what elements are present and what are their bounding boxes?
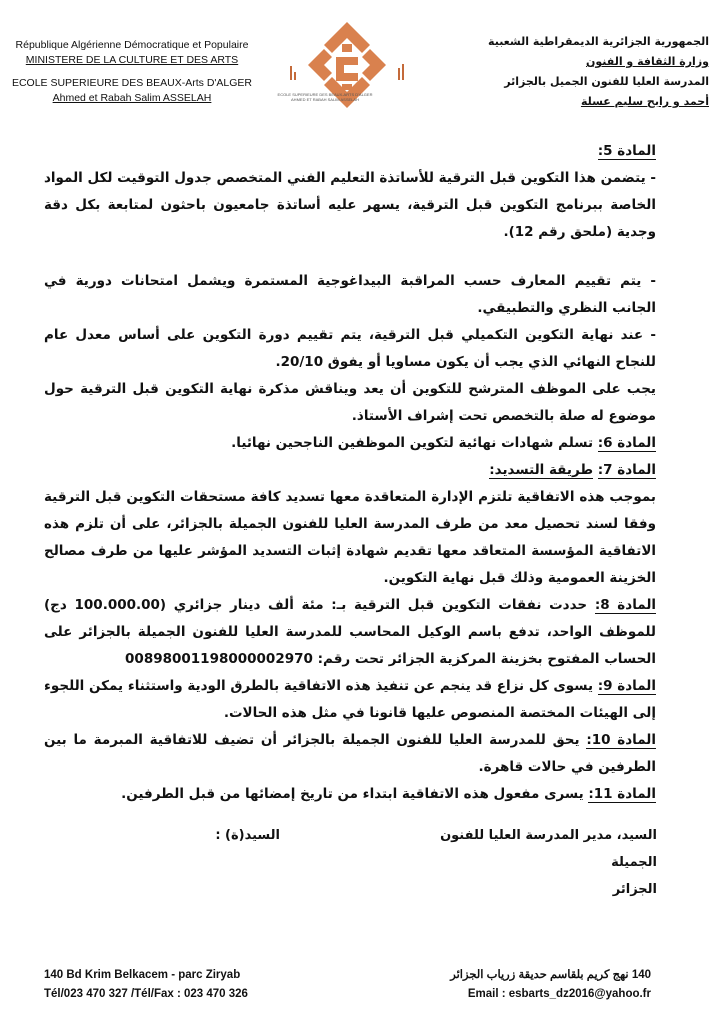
article-9-text: يسوى كل نزاع قد ينجم عن تنفيذ هذه الاتفاقية بالطرق الودية واستثناء يمكن اللجوء إلى الهيئات المختصة المنصوص عليها قانونا في مثل هذه الحالات.: [44, 678, 656, 721]
signature-director: [397, 822, 657, 903]
article-5-paragraph-2: - يتم تقييم المعارف حسب المراقبة البيداغوجية المستمرة ويشمل امتحانات دورية في الجانب النظري والتطبيقي.: [44, 273, 656, 316]
header-right: [454, 32, 709, 112]
school-subtitle-fr: Ahmed et Rabah Salim ASSELAH: [52, 92, 212, 104]
ministry-name-ar: وزارة الثقافة و الفنون: [586, 55, 709, 68]
footer-email: Email : esbarts_dz2016@yahoo.fr: [467, 988, 651, 1000]
footer-address-fr: 140 Bd Krim Belkacem - parc Ziryab: [44, 969, 241, 981]
article-5-paragraph-4: يجب على الموظف المترشح للتكوين أن يعد ويناقش مذكرة نهاية التكوين قبل الترقية حول موضوع له صلة بالتخصص تحت إشراف الأستاذ.: [44, 381, 656, 424]
article-9-title: المادة 9:: [597, 678, 656, 694]
article-5: [44, 138, 656, 165]
footer-left: [44, 966, 248, 1004]
signature-other-party: [150, 822, 280, 849]
republic-name-ar: الجمهورية الجزائرية الديمقراطية الشعبية: [488, 35, 709, 48]
article-5-title: المادة 5:: [597, 143, 656, 159]
article-11-text: يسرى مفعول هذه الاتفاقية ابتداء من تاريخ إمضائها من قبل الطرفين.: [121, 786, 584, 802]
signature-director-title: السيد، مدير المدرسة العليا للفنون الجميلة: [440, 828, 657, 870]
article-10-text: يحق للمدرسة العليا للفنون الجميلة بالجزائر أن تضيف للاتفاقية المبرمة ما بين الطرفين في حالات قاهرة.: [44, 732, 656, 775]
article-7-title: المادة 7:: [597, 462, 656, 478]
school-subtitle-ar: أحمد و رابح سليم عسلة: [580, 95, 709, 108]
republic-name-fr: République Algérienne Démocratique et Populaire: [15, 39, 249, 51]
logo-caption: ECOLE SUPERIEURE DES BEAUX-ARTS D'ALGER AHMED ET RABAH SALIM ASSELAH: [277, 92, 373, 102]
article-5-paragraph-1: - يتضمن هذا التكوين قبل الترقية للأساتذة التعليم الفني المتخصص جدول التوقيت لكل المواد الخاصة ببرنامج التكوين قبل الترقية، يسهر عليه أساتذة جامعيون باحثون لمتابعة بكل دقة وجدية (ملحق رقم 12).: [44, 170, 656, 240]
article-8-text: حددت نفقات التكوين قبل الترقية بـ: مئة ألف دينار جزائري (100.000.00 دج) للموظف الواحد، تدفع باسم الوكيل المحاسب للمدرسة العليا للفنون الجميلة بالجزائر على الحساب المفتوح بخزينة المركزية الجزائر تحت رقم: 00898001198000002970: [44, 597, 656, 667]
article-5-paragraph-3: - عند نهاية التكوين التكميلي قبل الترقية، يتم تقييم دورة التكوين على أساس معدل عام للنجاح النهائي الذي يجب أن يكون مساويا أو يفوق 20/10.: [44, 327, 656, 370]
article-9: [44, 673, 656, 727]
ministry-name-fr: MINISTERE DE LA CULTURE ET DES ARTS: [25, 54, 239, 66]
document-body: [44, 138, 656, 808]
article-6-title: المادة 6:: [597, 435, 656, 451]
article-11: [44, 781, 656, 808]
article-7-subtitle: طريقة التسديد:: [489, 462, 594, 478]
article-7: [44, 457, 656, 484]
article-7-text: بموجب هذه الاتفاقية تلتزم الإدارة المتعاقدة معها تسديد كافة مستحقات التكوين قبل الترقية وفقا لسند تحصيل معد من طرف المدرسة العليا للفنون الجميلة بالجزائر، على أن تلزم هذه الاتفاقية المؤسسة المتعاقد معها تقديم شهادة إثبات التسديد المؤشر عليها من طرف مصالح الخزينة العمومية وذلك قبل نهاية التكوين.: [44, 489, 656, 586]
article-10-title: المادة 10:: [586, 732, 656, 748]
footer-address-ar: 140 نهج كريم بلقاسم حديقة زرياب الجزائر: [450, 969, 651, 981]
article-8-title: المادة 8:: [594, 597, 657, 613]
header-left: [6, 38, 258, 106]
footer-right: [450, 966, 651, 1004]
article-6-text: تسلم شهادات نهائية لتكوين الموظفين الناجحين نهائيا.: [231, 435, 594, 451]
article-11-title: المادة 11:: [588, 786, 656, 802]
signature-director-place: الجزائر: [612, 882, 657, 897]
article-6: [44, 430, 656, 457]
footer-phone: Tél/023 470 327 /Tél/Fax : 023 470 326: [44, 988, 248, 1000]
signature-other-party-title: السيد(ة) :: [215, 828, 280, 843]
school-name-ar: المدرسة العليا للفنون الجميل بالجزائر: [504, 75, 709, 88]
article-8: [44, 592, 656, 673]
school-name-fr: ECOLE SUPERIEURE DES BEAUX-Arts D'ALGER: [11, 77, 253, 89]
article-10: [44, 727, 656, 781]
